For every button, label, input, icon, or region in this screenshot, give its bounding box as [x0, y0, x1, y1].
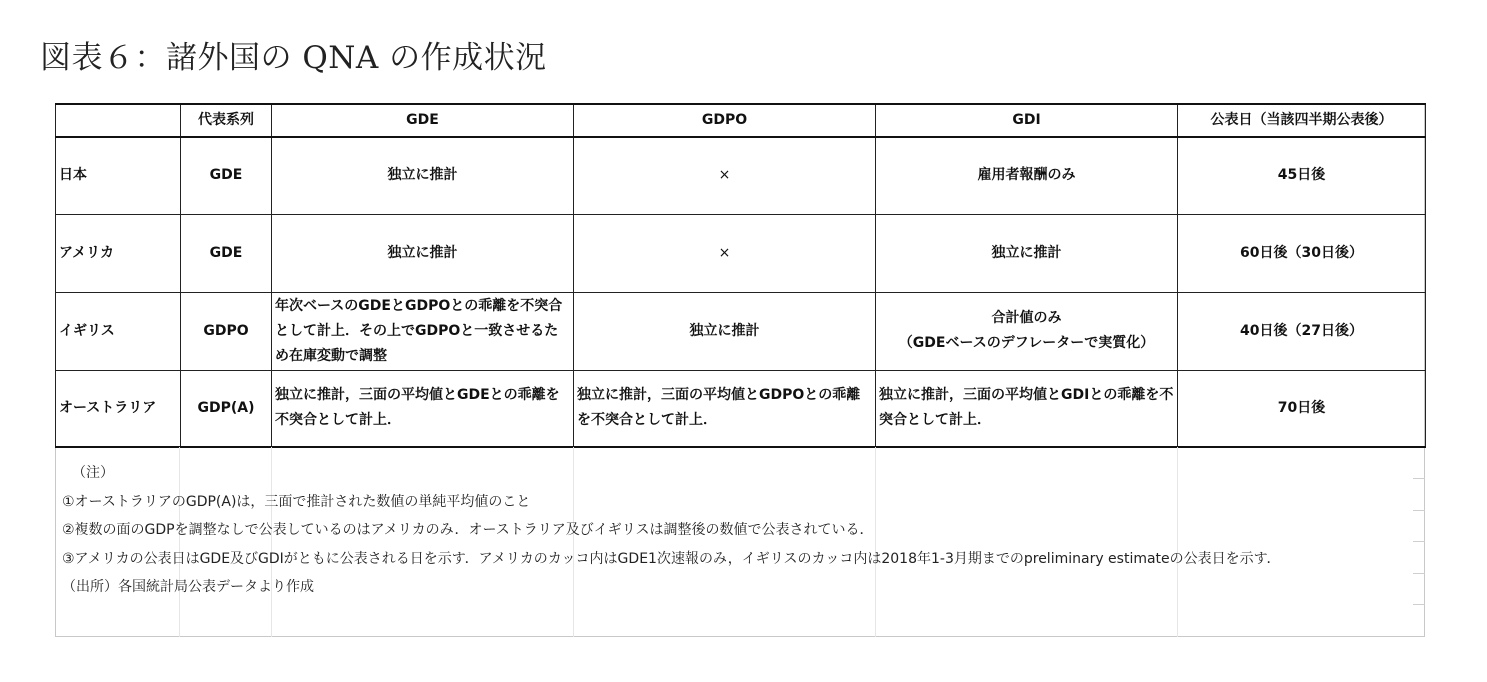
table-row: [56, 370, 1426, 447]
faint-gridline: [1413, 510, 1425, 511]
gde-cell: 独立に推計: [272, 137, 574, 214]
gdi-cell: 独立に推計: [876, 214, 1178, 292]
series-cell: GDP(A): [181, 370, 272, 447]
table-header-row: [56, 104, 1426, 137]
gdi-cell: 独立に推計，三面の平均値とGDIとの乖離を不突合として計上．: [876, 370, 1178, 447]
gdi-cell-line1: 合計値のみ: [991, 310, 1062, 326]
table-row: [56, 292, 1426, 370]
gdpo-cell: 独立に推計: [574, 292, 876, 370]
release-cell: 70日後: [1178, 370, 1426, 447]
header-cell-gdi: GDI: [876, 104, 1178, 137]
note-item: ①オーストラリアのGDP(A)は，三面で推計された数値の単純平均値のこと: [62, 493, 531, 510]
notes-block: [62, 459, 1402, 602]
header-cell-blank: [56, 104, 181, 137]
header-cell-release: 公表日（当該四半期公表後）: [1178, 104, 1426, 137]
series-cell: GDE: [181, 214, 272, 292]
gdpo-cell: ×: [574, 214, 876, 292]
header-cell-gdpo: GDPO: [574, 104, 876, 137]
faint-gridline: [1413, 541, 1425, 542]
country-cell: オーストラリア: [56, 370, 181, 447]
gdi-cell-line2: （GDEベースのデフレーターで実質化）: [898, 335, 1155, 351]
table-row: [56, 214, 1426, 292]
gdi-cell: [876, 292, 1178, 370]
note-item: ③アメリカの公表日はGDE及びGDIがともに公表される日を示す．アメリカのカッコ内はGDE1次速報のみ，イギリスのカッコ内は2018年1-3月期までのpreliminary estimateの公表日を示す．: [62, 550, 1281, 567]
notes-heading: （注）: [72, 465, 114, 481]
country-cell: 日本: [56, 137, 181, 214]
faint-gridline: [1413, 604, 1425, 605]
qna-table: [55, 103, 1426, 448]
header-cell-gde: GDE: [272, 104, 574, 137]
gdi-cell: 雇用者報酬のみ: [876, 137, 1178, 214]
gde-cell: 年次ベースのGDEとGDPOとの乖離を不突合として計上．その上でGDPOと一致させるため在庫変動で調整: [272, 292, 574, 370]
gdpo-cell: 独立に推計，三面の平均値とGDPOとの乖離を不突合として計上．: [574, 370, 876, 447]
table-row: [56, 137, 1426, 214]
gde-cell: 独立に推計: [272, 214, 574, 292]
faint-gridline: [1413, 573, 1425, 574]
release-cell: 40日後（27日後）: [1178, 292, 1426, 370]
gde-cell: 独立に推計，三面の平均値とGDEとの乖離を不突合として計上．: [272, 370, 574, 447]
faint-gridline: [1413, 478, 1425, 479]
gdpo-cell: ×: [574, 137, 876, 214]
header-cell-series: 代表系列: [181, 104, 272, 137]
series-cell: GDE: [181, 137, 272, 214]
release-cell: 45日後: [1178, 137, 1426, 214]
note-item: ②複数の面のGDPを調整なしで公表しているのはアメリカのみ．オーストラリア及びイギリスは調整後の数値で公表されている．: [62, 522, 874, 539]
page-title: 図表６：諸外国の QNA の作成状況: [40, 40, 547, 76]
series-cell: GDPO: [181, 292, 272, 370]
country-cell: イギリス: [56, 292, 181, 370]
notes-source: （出所）各国統計局公表データより作成: [62, 579, 314, 596]
release-cell: 60日後（30日後）: [1178, 214, 1426, 292]
country-cell: アメリカ: [56, 214, 181, 292]
